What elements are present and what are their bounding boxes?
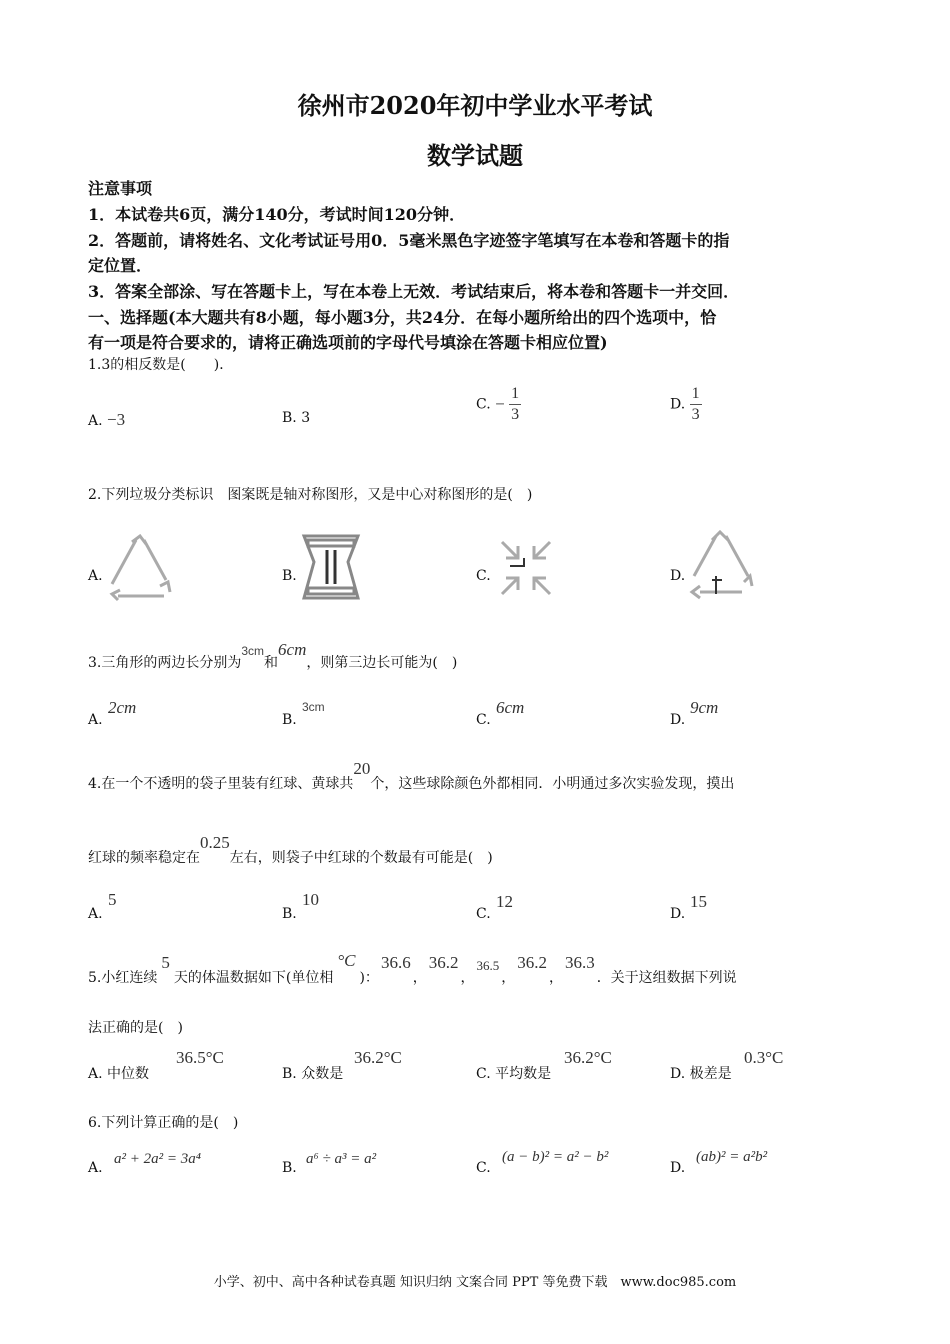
q1-option-a	[88, 410, 125, 430]
data-value: 36.5	[476, 958, 500, 973]
numerator: 1	[690, 384, 702, 405]
fraction	[509, 384, 521, 425]
exam-title: 徐州市2020年初中学业水平考试	[297, 91, 653, 120]
data-value: 36.2	[517, 953, 547, 972]
q6-option-a-value: a² + 2a² = 3a⁴	[114, 1151, 201, 1167]
stem-text: 左右，则袋子中红球的个数最有可能是( )	[229, 850, 493, 866]
q1-option-c	[476, 384, 521, 425]
q5-option-a-label: A. 中位数	[88, 1066, 150, 1082]
q1-option-d	[670, 384, 702, 425]
math-expr: 5	[161, 953, 170, 972]
q3-option-b-label: B.	[282, 712, 297, 728]
denominator: 3	[691, 406, 700, 423]
option-label: A.	[88, 413, 103, 429]
q5-option-c-value: 36.2°C	[564, 1048, 612, 1067]
stem-text: 4.在一个不透明的袋子里装有红球、黄球共	[88, 776, 354, 792]
q6-option-c-value: (a − b)² = a² − b²	[502, 1149, 609, 1165]
q5-option-b-value: 36.2°C	[354, 1048, 402, 1067]
exam-subtitle: 数学试题	[427, 141, 523, 170]
fraction	[690, 384, 702, 425]
minus-sign: −	[495, 394, 505, 414]
q3-option-b-value: 3cm	[302, 700, 325, 714]
separator: ，	[460, 970, 475, 986]
q6-option-d-label: D.	[670, 1160, 686, 1176]
hourglass-bin-icon	[300, 532, 362, 602]
q5-option-c-label: C. 平均数是	[476, 1066, 552, 1082]
stem-text: 红球的频率稳定在	[88, 850, 200, 866]
q5-option-d-label: D. 极差是	[670, 1066, 732, 1082]
q2-option-c-label: C.	[476, 568, 491, 584]
data-value: 36.3	[564, 953, 595, 972]
q4-option-c-label: C.	[476, 906, 491, 922]
page-footer: 小学、初中、高中各种试卷真题 知识归纳 文案合同 PPT 等免费下载 www.doc985.com	[213, 1275, 737, 1290]
q6-option-d-value: (ab)² = a²b²	[696, 1149, 768, 1165]
q4-option-a-value: 5	[108, 890, 117, 909]
q2-stem: 2.下列垃圾分类标识 图案既是轴对称图形，又是中心对称图形的是( )	[88, 487, 533, 503]
q4-option-b-label: B.	[282, 906, 297, 922]
separator: ，	[412, 970, 427, 986]
separator: ，	[548, 970, 563, 986]
unit-expr: °C	[337, 951, 356, 970]
q4-option-c-value: 12	[496, 892, 513, 911]
q5-option-d-value: 0.3°C	[744, 1048, 784, 1067]
stem-text: 和	[264, 655, 279, 671]
stem-text: ，则第三边长可能为( )	[306, 655, 458, 671]
q4-option-b-value: 10	[302, 890, 319, 909]
q4-option-d-value: 15	[690, 892, 707, 911]
math-expr: 20	[353, 759, 371, 778]
q1-option-b: B. 3	[282, 410, 311, 426]
math-expr: 3cm	[241, 644, 265, 658]
q4-stem-line1	[88, 759, 735, 793]
q4-option-a-label: A.	[88, 906, 103, 922]
q3-option-a-value: 2cm	[108, 698, 137, 717]
math-expr: 0.25	[200, 833, 230, 852]
q5-stem-line1	[88, 951, 737, 987]
separator: ，	[501, 970, 516, 986]
q5-option-b-label: B. 众数是	[282, 1066, 344, 1082]
notes-heading: 注意事项	[88, 179, 153, 198]
q3-option-c-value: 6cm	[496, 698, 525, 717]
q2-option-b-label: B.	[282, 568, 297, 584]
recycle-triangle-icon	[106, 534, 176, 604]
denominator: 3	[511, 406, 520, 423]
q2-option-d-label: D.	[670, 568, 686, 584]
q4-option-d-label: D.	[670, 906, 686, 922]
option-value: −3	[107, 410, 126, 429]
option-label: C.	[476, 396, 491, 413]
stem-text: 天的体温数据如下(单位相	[173, 970, 334, 986]
recycle-symbol-icon	[686, 530, 756, 602]
stem-text: )：	[359, 970, 379, 986]
stem-text: ．关于这组数据下列说	[596, 970, 737, 986]
q3-option-d-label: D.	[670, 712, 686, 728]
notes-item-3: 3．答案全部涂、写在答题卡上，写在本卷上无效．考试结束后，将本卷和答题卡一并交回．	[88, 282, 740, 301]
math-expr: 6cm	[278, 640, 307, 659]
data-value: 36.6	[380, 953, 411, 972]
stem-text: 5.小红连续	[88, 970, 158, 986]
q2-option-a-label: A.	[88, 568, 103, 584]
q6-option-b-label: B.	[282, 1160, 297, 1176]
data-value: 36.2	[428, 953, 459, 972]
numerator: 1	[509, 384, 521, 405]
section-heading-cont: 有一项是符合要求的，请将正确选项前的字母代号填涂在答题卡相应位置)	[88, 333, 608, 352]
q3-option-c-label: C.	[476, 712, 491, 728]
section-heading: 一、选择题(本大题共有8小题，每小题3分，共24分．在每小题所给出的四个选项中，恰	[88, 308, 717, 327]
notes-item-2: 2．答题前，请将姓名、文化考试证号用0．5毫米黑色字迹签字笔填写在本卷和答题卡的指	[88, 231, 730, 250]
q3-stem	[88, 640, 458, 672]
q5-stem-line2: 法正确的是( )	[88, 1020, 183, 1036]
notes-item-2-cont: 定位置．	[88, 256, 153, 275]
notes-item-1: 1．本试卷共6页，满分140分，考试时间120分钟．	[88, 205, 466, 224]
q5-option-a-value: 36.5°C	[176, 1048, 224, 1067]
q3-option-d-value: 9cm	[690, 698, 719, 717]
q6-option-c-label: C.	[476, 1160, 491, 1176]
q6-stem: 6.下列计算正确的是( )	[88, 1115, 239, 1131]
stem-text: 3.三角形的两边长分别为	[88, 655, 242, 671]
q1-stem: 1.3的相反数是( )．	[88, 357, 234, 373]
stem-text: 个，这些球除颜色外都相同．小明通过多次实验发现，摸出	[370, 776, 735, 792]
q3-option-a-label: A.	[88, 712, 103, 728]
compress-arrows-icon	[496, 536, 556, 600]
option-label: D.	[670, 396, 686, 413]
q6-option-b-value: a⁶ ÷ a³ = a²	[306, 1151, 377, 1167]
q4-stem-line2	[88, 833, 493, 867]
q6-option-a-label: A.	[88, 1160, 103, 1176]
